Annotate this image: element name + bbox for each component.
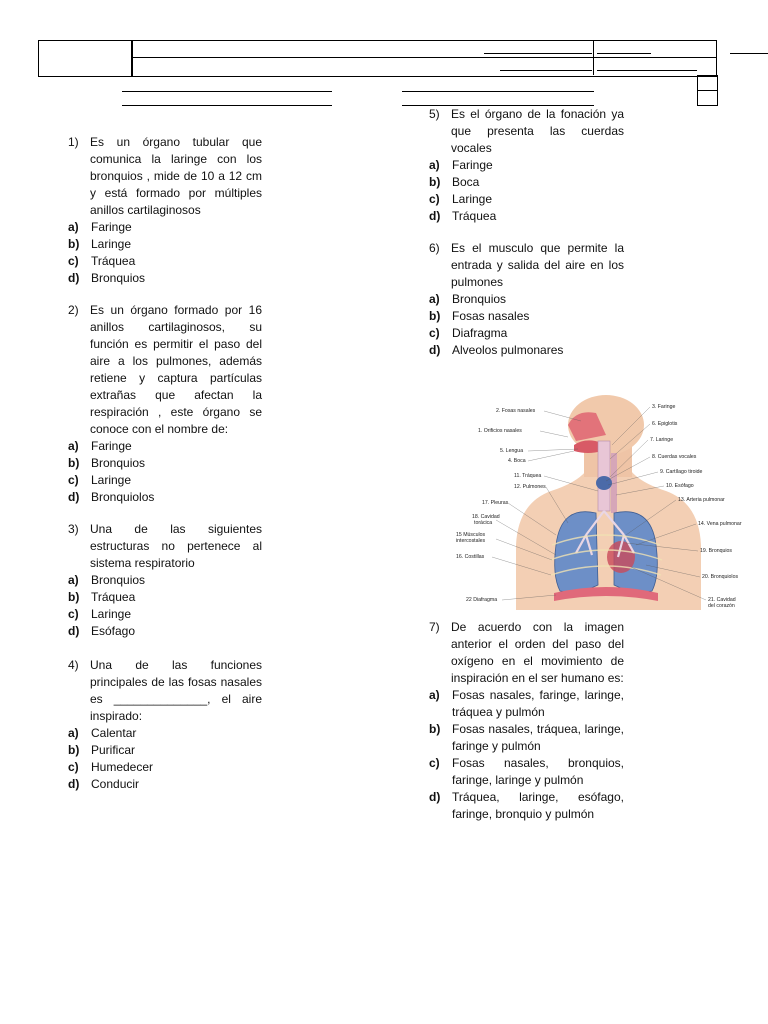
option-letter: c) xyxy=(68,254,79,268)
question-1 xyxy=(68,134,262,287)
question-7 xyxy=(429,619,624,823)
question-text: De acuerdo con la imagen anterior el orden del paso del oxígeno en el movimiento de inspiración en el ser humano es: xyxy=(451,620,624,685)
question-number: 6) xyxy=(429,241,440,255)
label-orificios-nasales: 1. Orificios nasales xyxy=(478,428,522,434)
option-letter: c) xyxy=(429,326,440,340)
options-list xyxy=(68,219,262,287)
question-number: 2) xyxy=(68,303,79,317)
option-text: Fosas nasales, tráquea, laringe, faringe y pulmón xyxy=(452,722,624,753)
option-text: Conducir xyxy=(91,777,140,791)
option-letter: c) xyxy=(429,192,440,206)
question-number: 4) xyxy=(68,658,79,672)
label-cartilago-tiroide: 9. Cartílago tiroide xyxy=(660,469,703,475)
label-laringe: 7. Laringe xyxy=(650,437,674,443)
option-letter: d) xyxy=(68,490,80,504)
option-d[interactable] xyxy=(68,776,262,793)
option-letter: d) xyxy=(68,777,80,791)
question-6 xyxy=(429,240,624,359)
name-blank-line[interactable] xyxy=(122,91,332,92)
larynx xyxy=(596,476,612,490)
option-text: Bronquios xyxy=(91,573,146,587)
question-4 xyxy=(68,657,262,793)
label-pulmones: 12. Pulmones xyxy=(514,484,546,490)
option-d[interactable] xyxy=(429,208,624,225)
header-blank-line xyxy=(730,53,768,54)
option-a[interactable] xyxy=(68,572,262,589)
header-logo-box xyxy=(38,40,133,77)
question-text: Es el musculo que permite la entrada y salida del aire en los pulmones xyxy=(451,241,624,289)
options-list xyxy=(68,438,262,506)
option-letter: a) xyxy=(68,220,79,234)
label-cuerdas-vocales: 8. Cuerdas vocales xyxy=(652,454,697,460)
option-letter: d) xyxy=(429,209,441,223)
option-text: Alveolos pulmonares xyxy=(452,343,564,357)
label-diafragma: 22 Diafragma xyxy=(466,597,498,603)
option-c[interactable] xyxy=(429,755,624,789)
option-text: Calentar xyxy=(91,726,137,740)
option-c[interactable] xyxy=(429,325,624,342)
option-letter: c) xyxy=(429,756,440,770)
option-letter: a) xyxy=(429,688,440,702)
label-esofago: 10. Esófago xyxy=(666,483,694,489)
header-blank-line xyxy=(500,70,592,71)
option-a[interactable] xyxy=(68,725,262,742)
option-letter: b) xyxy=(429,175,441,189)
option-text: Fosas nasales xyxy=(452,309,530,323)
option-text: Fosas nasales, bronquios, faringe, laringe y pulmón xyxy=(452,756,624,787)
option-b[interactable] xyxy=(68,455,262,472)
question-number: 1) xyxy=(68,135,79,149)
option-a[interactable] xyxy=(429,291,624,308)
option-text: Faringe xyxy=(91,220,132,234)
header-column-divider xyxy=(593,40,594,75)
option-text: Tráquea xyxy=(452,209,497,223)
option-c[interactable] xyxy=(429,191,624,208)
question-text: Una de las funciones principales de las fosas nasales es ______________, el aire inspirado: xyxy=(90,658,262,723)
option-d[interactable] xyxy=(68,489,262,506)
option-letter: b) xyxy=(68,590,80,604)
option-text: Laringe xyxy=(91,237,132,251)
option-b[interactable] xyxy=(429,174,624,191)
option-d[interactable] xyxy=(68,623,262,640)
label-cavidad-corazon-1: 21. Cavidad xyxy=(708,597,736,603)
option-b[interactable] xyxy=(68,589,262,606)
option-letter: b) xyxy=(429,722,441,736)
option-letter: c) xyxy=(68,607,79,621)
option-letter: c) xyxy=(68,760,79,774)
option-text: Faringe xyxy=(452,158,493,172)
header-row-divider xyxy=(131,57,716,58)
score-box[interactable] xyxy=(697,90,718,106)
option-d[interactable] xyxy=(68,270,262,287)
option-letter: b) xyxy=(429,309,441,323)
option-letter: b) xyxy=(68,237,80,251)
option-text: Diafragma xyxy=(452,326,508,340)
option-text: Esófago xyxy=(91,624,136,638)
label-bronquios: 19. Bronquios xyxy=(700,548,733,554)
label-epiglotis: 6. Epiglotis xyxy=(652,421,678,427)
question-text: Es el órgano de la fonación ya que presenta las cuerdas vocales xyxy=(451,107,624,155)
question-number: 7) xyxy=(429,620,440,634)
option-c[interactable] xyxy=(68,472,262,489)
label-boca: 4. Boca xyxy=(508,458,526,464)
option-text: Boca xyxy=(452,175,480,189)
label-traquea: 11. Tráquea xyxy=(514,473,542,479)
option-a[interactable] xyxy=(68,219,262,236)
label-pleuras: 17. Pleuras xyxy=(482,500,509,506)
options-list xyxy=(68,572,262,640)
option-letter: b) xyxy=(68,743,80,757)
question-5 xyxy=(429,106,624,225)
option-letter: a) xyxy=(68,573,79,587)
option-a[interactable] xyxy=(429,687,624,721)
option-text: Tráquea xyxy=(91,254,136,268)
label-fosas-nasales: 2. Fosas nasales xyxy=(496,408,536,414)
name-blank-line[interactable] xyxy=(122,105,332,106)
option-text: Tráquea, laringe, esófago, faringe, bronquio y pulmón xyxy=(452,790,624,821)
options-list xyxy=(68,725,262,793)
respiratory-system-diagram xyxy=(456,395,766,610)
label-cavidad-corazon-2: del corazón xyxy=(708,603,735,609)
option-letter: c) xyxy=(68,473,79,487)
question-text: Es un órgano formado por 16 anillos cartilaginosos, su función es permitir el paso del aire a los pulmones, además retiene y captura partículas extrañas que afectan la respiración , este órgano se conoce con el nombre de: xyxy=(90,303,262,436)
option-letter: a) xyxy=(429,158,440,172)
option-text: Fosas nasales, faringe, laringe, tráquea y pulmón xyxy=(452,688,624,719)
header-blank-line xyxy=(484,53,592,54)
label-musculos-intercostales-2: intercostales xyxy=(456,538,486,544)
option-b[interactable] xyxy=(429,721,624,755)
score-box[interactable] xyxy=(697,75,718,91)
option-text: Bronquios xyxy=(91,456,146,470)
option-letter: a) xyxy=(429,292,440,306)
option-a[interactable] xyxy=(68,438,262,455)
label-costillas: 16. Costillas xyxy=(456,554,485,560)
option-letter: d) xyxy=(68,271,80,285)
option-text: Bronquios xyxy=(452,292,507,306)
label-cavidad-toracica-1: 18. Cavidad xyxy=(472,514,500,520)
label-lengua: 5. Lengua xyxy=(500,448,524,454)
options-list xyxy=(429,291,624,359)
option-c[interactable] xyxy=(68,606,262,623)
option-letter: a) xyxy=(68,439,79,453)
option-text: Laringe xyxy=(452,192,493,206)
option-text: Bronquiolos xyxy=(91,490,155,504)
header-blank-line xyxy=(597,53,651,54)
option-text: Laringe xyxy=(91,607,132,621)
option-d[interactable] xyxy=(429,789,624,823)
option-d[interactable] xyxy=(429,342,624,359)
option-text: Purificar xyxy=(91,743,136,757)
question-number: 5) xyxy=(429,107,440,121)
header-blank-line xyxy=(597,70,697,71)
option-a[interactable] xyxy=(429,157,624,174)
label-vena-pulmonar: 14. Vena pulmonar xyxy=(698,521,742,527)
question-2 xyxy=(68,302,262,506)
label-bronquiolos: 20. Bronquiolos xyxy=(702,574,739,580)
label-faringe: 3. Faringe xyxy=(652,404,676,410)
question-text: Es un órgano tubular que comunica la laringe con los bronquios , mide de 10 a 12 cm y está formado por múltiples anillos cartilaginosos xyxy=(90,135,262,217)
option-letter: b) xyxy=(68,456,80,470)
option-b[interactable] xyxy=(68,742,262,759)
option-text: Tráquea xyxy=(91,590,136,604)
option-letter: a) xyxy=(68,726,79,740)
option-b[interactable] xyxy=(429,308,624,325)
option-letter: d) xyxy=(68,624,80,638)
option-b[interactable] xyxy=(68,236,262,253)
option-text: Faringe xyxy=(91,439,132,453)
label-cavidad-toracica-2: torácica xyxy=(474,520,493,526)
options-list xyxy=(429,687,624,823)
options-list xyxy=(429,157,624,225)
label-arteria-pulmonar: 13. Arteria pulmonar xyxy=(678,497,725,503)
option-letter: d) xyxy=(429,343,441,357)
question-3 xyxy=(68,521,262,640)
option-text: Laringe xyxy=(91,473,132,487)
option-letter: d) xyxy=(429,790,441,804)
question-text: Una de las siguientes estructuras no pertenece al sistema respiratorio xyxy=(90,522,262,570)
header-main-box xyxy=(131,40,717,77)
option-c[interactable] xyxy=(68,759,262,776)
question-number: 3) xyxy=(68,522,79,536)
option-text: Humedecer xyxy=(91,760,154,774)
option-c[interactable] xyxy=(68,253,262,270)
date-blank-line[interactable] xyxy=(402,91,594,92)
option-text: Bronquios xyxy=(91,271,146,285)
label-musculos-intercostales-1: 15 Músculos xyxy=(456,532,486,538)
